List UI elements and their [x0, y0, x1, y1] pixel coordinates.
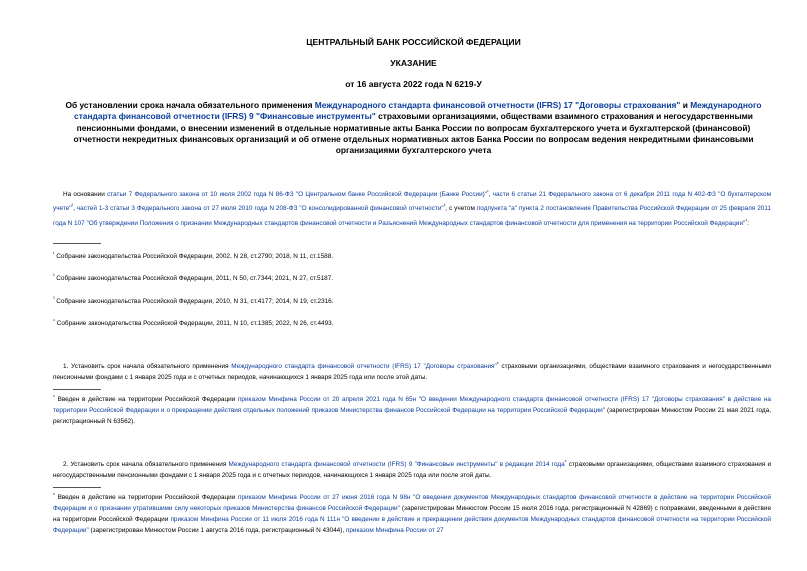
link-ifrs9[interactable]: Международного стандарта финансовой отчетности (IFRS) 9 "Финансовые инструменты" в редакции 2014 года — [228, 461, 565, 469]
footnote-3 — [53, 293, 771, 307]
footnote-separator — [53, 487, 101, 488]
footnote-text: Собрание законодательства Российской Федерации, 2002, N 28, ст.2790; 2018, N 11, ст.1588. — [54, 253, 334, 261]
footnote-ref-3[interactable]: ³ — [443, 203, 446, 209]
title-link-ifrs17[interactable]: Международного стандарта финансовой отчетности (IFRS) 17 "Договоры страхования" — [314, 100, 681, 110]
footnote-5 — [53, 391, 771, 427]
footnote-mark: ¹ — [53, 251, 55, 256]
document-type: УКАЗАНИЕ — [390, 58, 437, 68]
link-central-bank-law[interactable]: статьи 7 Федерального закона от 10 июля 2002 года N 86-ФЗ "О Центральном банке Российской Федерации (Банке России)" — [107, 191, 488, 199]
footnote-6 — [53, 489, 771, 536]
link-order-next[interactable]: приказом Минфина России от 27 — [345, 527, 444, 535]
footnote-text: Собрание законодательства Российской Федерации, 2011, N 50, ст.7344; 2021, N 27, ст.5187. — [54, 275, 334, 283]
clause-2-text-2: страховыми организациями, обществами взаимного страхования и негосударственными пенсионными фондами с 1 января 2025 года и с отчетных периодов, начинающихся 1 января 2025 года или после этой даты. — [53, 461, 772, 480]
document-date-number: от 16 августа 2022 года N 6219-У — [345, 79, 482, 89]
clause-2-text-1: 2. Установить срок начала обязательного применения — [63, 461, 229, 469]
preamble-text-4: , с учетом — [445, 205, 477, 213]
footnote-ref-6[interactable]: ⁶ — [564, 459, 567, 464]
preamble-text-2: , — [488, 191, 493, 199]
link-order-111n[interactable]: приказом Минфина России от 11 июля 2016 года N 111н "О введении в действие и прекращении действия документов Международных стандартов финансовой отчетности на территории Российской Федерации" — [53, 516, 772, 535]
link-order-65n[interactable]: приказом Минфина России от 20 апреля 2021 года N 65н "О введении Международного стандарта финансовой отчетности (IFRS) 17 "Договоры страхования" в действие на территории Российской Федерации и о прекращении действия отдельных положений приказов Министерства финансов Российской Федерации на территории Российской Федерации" — [53, 396, 771, 415]
footnote-text: Собрание законодательства Российской Федерации, 2010, N 31, ст.4177; 2014, N 19, ст.2316. — [54, 298, 334, 306]
clause-1 — [53, 358, 771, 384]
footnote-6-text-3: (зарегистрирован Минюстом России 1 августа 2016 года, регистрационный N 43044), — [88, 527, 346, 535]
clause-1-text-1: 1. Установить срок начала обязательного применения — [63, 363, 232, 371]
link-accounting-law[interactable]: части 6 статьи 21 Федерального закона от 6 декабря 2011 года N 402-ФЗ "О бухгалтерском учете" — [53, 191, 771, 213]
footnote-1 — [53, 248, 771, 262]
title-link-ifrs9[interactable]: Международного стандарта финансовой отчетности (IFRS) 9 "Финансовые инструменты" — [74, 100, 762, 122]
footnote-text: Собрание законодательства Российской Федерации, 2011, N 10, ст.1385; 2022, N 26, ст.4493. — [54, 320, 334, 328]
clause-2 — [53, 456, 771, 482]
title-text-1: Об установлении срока начала обязательного применения — [65, 100, 315, 110]
document-title — [55, 100, 772, 156]
title-text-3: страховыми организациями, обществами взаимного страхования и негосударственными пенсионными фондами, о внесении изменений в отдельные нормативные акты Банка России по вопросам бухгалтерского учета и бухгалтерской (финансовой) отчетности некредитных финансовых организаций и об отмене отдельных нормативных актов Банка России по вопросам ведения некредитными финансовыми организациями бухгалтерского учета — [73, 111, 754, 156]
footnote-mark: ⁴ — [53, 318, 55, 323]
issuing-authority: ЦЕНТРАЛЬНЫЙ БАНК РОССИЙСКОЙ ФЕДЕРАЦИИ — [306, 37, 521, 47]
link-order-98n[interactable]: приказом Минфина России от 27 июня 2016 года N 98н "О введении документов Международных стандартов финансовой отчетности в действие на территории Российской Федерации и о признании утратившими силу некоторых приказов Министерства финансов Российской Федерации" — [53, 494, 771, 513]
footnote-5-text-2: (зарегистрирован Минюстом России 21 мая 2021 года, регистрационный N 63562). — [53, 407, 771, 426]
footnote-separator — [53, 243, 101, 244]
footnote-2 — [53, 270, 771, 284]
footnote-mark: ⁵ — [53, 394, 55, 399]
preamble-paragraph — [53, 186, 771, 229]
footnote-mark: ² — [53, 273, 55, 278]
footnote-ref-1[interactable]: ¹ — [487, 189, 489, 194]
link-government-resolution[interactable]: подпункта "а" пункта 2 постановления Правительства Российской Федерации от 25 февраля 2011 года N 107 "Об утверждении Положения о признании Международных стандартов финансовой отчетности и Разъяснений Международных стандартов финансовой отчетности для применения на территории Российской Федерации" — [53, 205, 771, 227]
clause-1-text-2: страховыми организациями, обществами взаимного страхования и негосударственными пенсионными фондами с 1 января 2025 года и с отчетных периодов, начинающихся 1 января 2025 года или после этой даты. — [53, 363, 771, 382]
footnote-ref-5[interactable]: ⁵ — [496, 361, 499, 366]
footnote-4 — [53, 315, 771, 329]
link-consolidated-reporting-law[interactable]: частей 1-3 статьи 3 Федерального закона от 27 июля 2010 года N 208-ФЗ "О консолидированной финансовой отчетности" — [76, 205, 444, 213]
link-ifrs17[interactable]: Международного стандарта финансовой отчетности (IFRS) 17 "Договоры страхования" — [231, 363, 497, 371]
preamble-text-3: , — [73, 205, 77, 213]
footnote-6-text-1: Введен в действие на территории Российской Федерации — [54, 494, 238, 502]
preamble-text-5: : — [747, 219, 750, 227]
footnote-ref-2[interactable]: ² — [71, 203, 74, 209]
footnote-mark: ³ — [53, 296, 55, 301]
title-text-2: и — [680, 100, 691, 110]
footnote-separator — [53, 389, 101, 390]
preamble-text-1: На основании — [63, 191, 108, 199]
footnote-mark: ⁶ — [53, 492, 55, 497]
footnote-5-text-1: Введен в действие на территории Российской Федерации — [54, 396, 238, 404]
footnote-ref-4[interactable]: ⁴ — [745, 217, 748, 223]
footnote-6-text-2: (зарегистрирован Минюстом России 15 июля 2016 года, регистрационный N 42869) с поправками, введенными в действие на территории Российской Федерации — [53, 505, 772, 524]
